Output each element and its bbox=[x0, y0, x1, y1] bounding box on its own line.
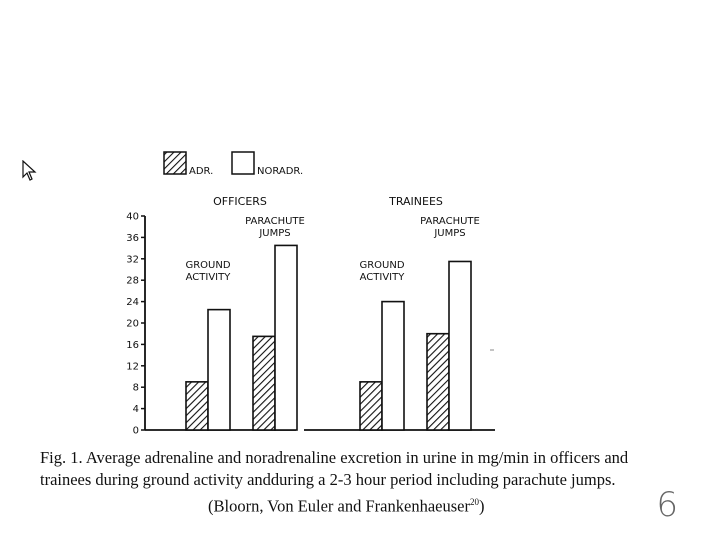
legend-label-adr: ADR. bbox=[189, 166, 214, 177]
category-label: JUMPS bbox=[259, 228, 291, 239]
bar-adr bbox=[427, 334, 449, 430]
y-tick-label: 28 bbox=[126, 275, 139, 287]
caption-line-2: trainees during ground activity andduring a 2-3 hour period including parachute jumps. bbox=[40, 470, 616, 489]
panel-title: TRAINEES bbox=[389, 195, 443, 208]
y-tick-label: 8 bbox=[132, 382, 139, 394]
caption-line-1: Fig. 1. Average adrenaline and noradrenaline excretion in urine in mg/min in officers and bbox=[40, 448, 629, 467]
legend-swatch-noradr bbox=[232, 152, 254, 174]
caption-superscript: 20 bbox=[469, 497, 479, 507]
category-label: ACTIVITY bbox=[359, 272, 405, 283]
y-tick-label: 16 bbox=[126, 339, 139, 351]
bar-noradr bbox=[275, 245, 297, 430]
legend bbox=[164, 152, 303, 177]
caption-line-3 bbox=[40, 491, 700, 518]
y-tick-label: 20 bbox=[126, 318, 139, 330]
bar-noradr bbox=[449, 261, 471, 430]
bar-adr bbox=[253, 336, 275, 430]
slide-number: 6 bbox=[656, 485, 678, 525]
category-label: PARACHUTE bbox=[245, 216, 305, 227]
caption-citation: (Bloorn, Von Euler and Frankenhaeuser bbox=[208, 496, 470, 516]
panel-trainees bbox=[304, 195, 495, 430]
caption-citation-end: ) bbox=[478, 496, 485, 516]
y-tick-label: 24 bbox=[126, 297, 139, 309]
category-label: GROUND bbox=[185, 260, 231, 271]
chart-panels bbox=[145, 195, 495, 430]
bar-noradr bbox=[382, 302, 404, 430]
y-tick-label: 32 bbox=[126, 254, 139, 266]
category-label: ACTIVITY bbox=[185, 272, 231, 283]
y-axis bbox=[126, 212, 145, 437]
category-label: GROUND bbox=[359, 260, 405, 271]
legend-label-noradr: NORADR. bbox=[257, 166, 304, 177]
y-tick-label: 36 bbox=[126, 232, 139, 244]
bar-adr bbox=[186, 382, 208, 430]
category-label: PARACHUTE bbox=[420, 216, 480, 227]
category-label: JUMPS bbox=[434, 228, 466, 239]
y-tick-label: 0 bbox=[132, 425, 139, 437]
legend-swatch-adr bbox=[164, 152, 186, 174]
panel-officers bbox=[145, 195, 305, 430]
bar-adr bbox=[360, 382, 382, 430]
bar-noradr bbox=[208, 310, 230, 430]
y-tick-label: 12 bbox=[126, 361, 139, 373]
panel-title: OFFICERS bbox=[213, 195, 267, 208]
y-tick-label: 4 bbox=[132, 404, 139, 416]
y-tick-label: 40 bbox=[126, 211, 139, 223]
figure-caption bbox=[40, 447, 700, 518]
